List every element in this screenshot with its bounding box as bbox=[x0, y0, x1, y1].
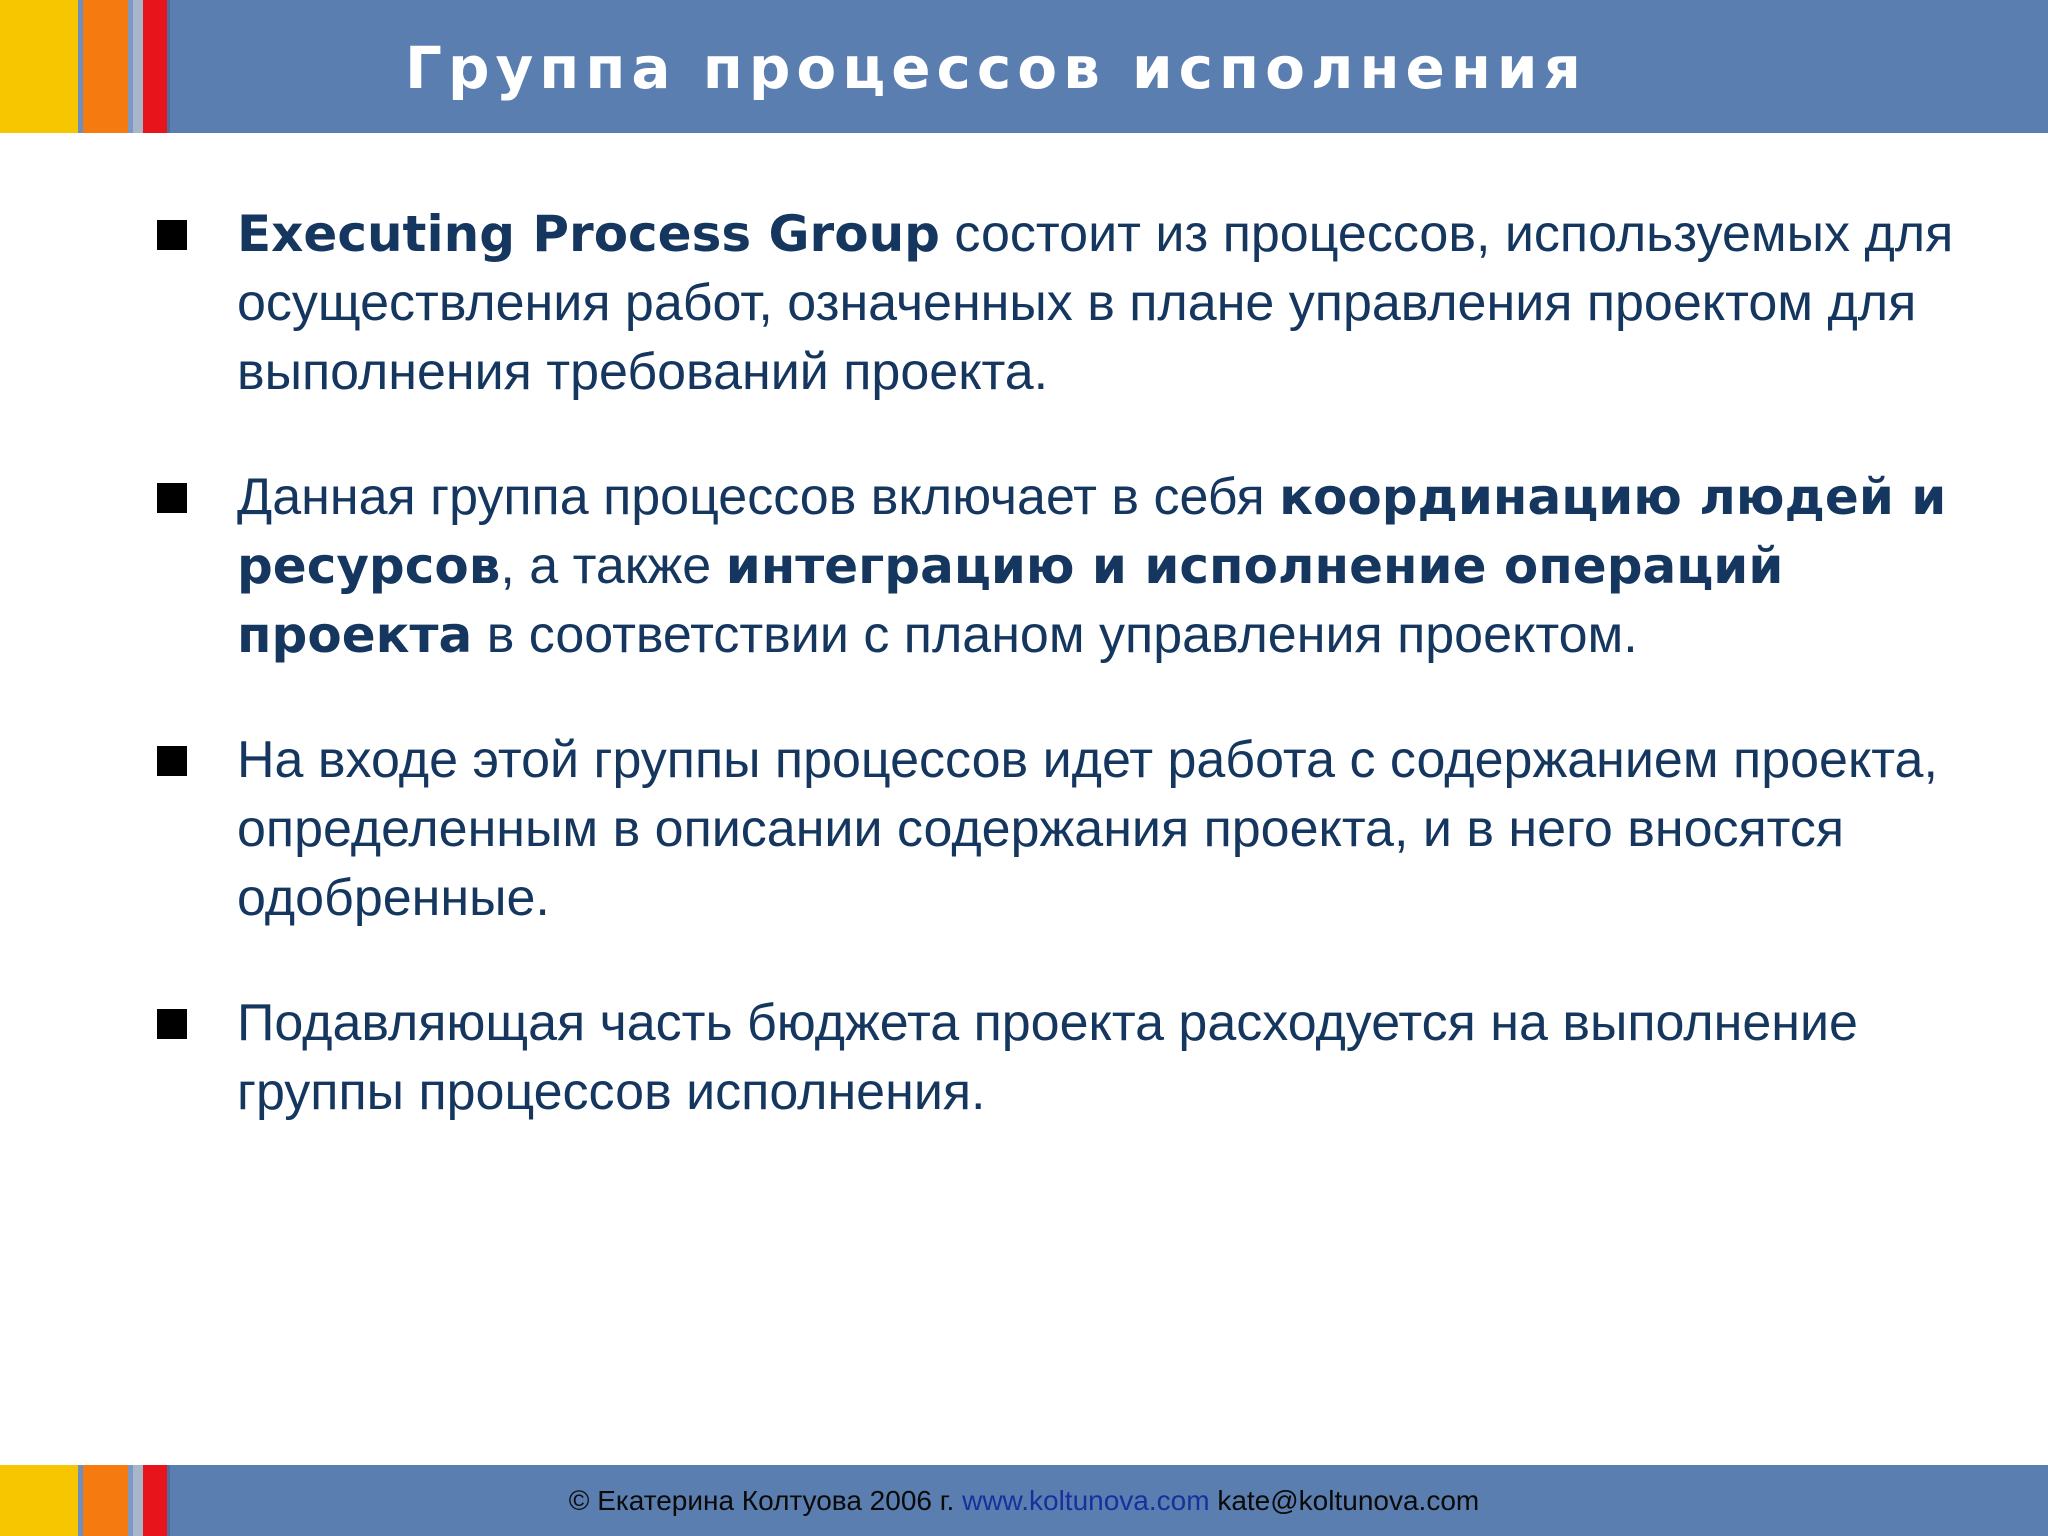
red-stripe bbox=[143, 0, 167, 133]
bullet-text: в соответствии с планом управления проектом. bbox=[472, 606, 1638, 664]
gray-stripe bbox=[133, 0, 143, 133]
bullet-bold-text: интеграцию и исполнение операций проекта bbox=[237, 537, 1784, 664]
bullet-item bbox=[155, 463, 2005, 670]
footer-credits bbox=[0, 1465, 2048, 1536]
email-text: kate@koltunova.com bbox=[1209, 1485, 1480, 1516]
header-bar bbox=[0, 0, 2048, 133]
square-bullet-icon bbox=[157, 220, 187, 250]
bullet-item bbox=[155, 200, 2005, 407]
slide-title: Группа процессов исполнения bbox=[405, 34, 1587, 102]
copyright-text: © Екатерина Колтуова 2006 г. bbox=[568, 1485, 963, 1516]
square-bullet-icon bbox=[157, 1009, 187, 1039]
bullet-text: Подавляющая часть бюджета проекта расходуется на выполнение группы процессов исполнения. bbox=[237, 994, 1858, 1121]
footer-bar bbox=[0, 1465, 2048, 1536]
bullet-list bbox=[155, 200, 2005, 1183]
bullet-bold-text: Executing Process Group bbox=[237, 205, 940, 263]
bullet-text: Данная группа процессов включает в себя bbox=[237, 468, 1280, 526]
square-bullet-icon bbox=[157, 746, 187, 776]
square-bullet-icon bbox=[157, 483, 187, 513]
bullet-text: , а также bbox=[500, 537, 726, 595]
bullet-bold-text: координацию людей и ресурсов bbox=[237, 468, 1947, 595]
bullet-text: На входе этой группы процессов идет работа с содержанием проекта, определенным в описании содержания проекта, и в него вносятся одобренные. bbox=[237, 731, 1938, 927]
bullet-item bbox=[155, 989, 2005, 1127]
bullet-text: состоит из процессов, используемых для осуществления работ, означенных в плане управления проектом для выполнения требований проекта. bbox=[237, 205, 1954, 401]
orange-stripe bbox=[83, 0, 128, 133]
bullet-item bbox=[155, 726, 2005, 933]
stripe-gap bbox=[167, 0, 170, 133]
yellow-stripe bbox=[0, 0, 78, 133]
website-link[interactable]: www.koltunova.com bbox=[962, 1485, 1210, 1516]
